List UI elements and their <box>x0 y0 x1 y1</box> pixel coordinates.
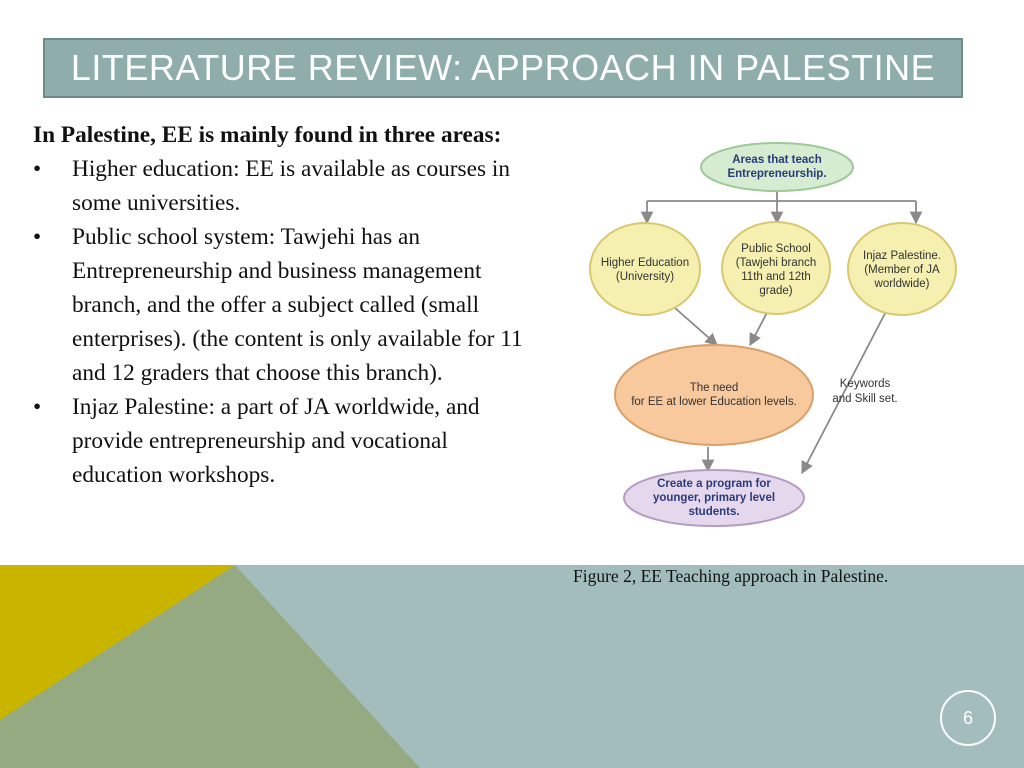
svg-text:Areas that teach: Areas that teach <box>732 154 822 166</box>
svg-text:The need: The need <box>689 382 739 394</box>
svg-text:and Skill set.: and Skill set. <box>832 393 898 405</box>
node-public-school <box>722 222 830 314</box>
node-higher-education <box>590 223 700 315</box>
bullet-public-school: • Public school system: Tawjehi has an Entrepreneurship and business management branch, and the offer a subject called (small enterprises). (the content is only available for 11 and 12 graders that choose this branch). <box>33 220 533 390</box>
svg-text:Keywords: Keywords <box>839 378 891 390</box>
svg-text:(Member of JA: (Member of JA <box>864 264 940 276</box>
svg-text:grade): grade) <box>759 285 793 297</box>
title-bar <box>43 38 963 98</box>
svg-text:younger, primary level: younger, primary level <box>652 492 776 504</box>
svg-text:(Tawjehi branch: (Tawjehi branch <box>735 257 817 269</box>
svg-text:Public School: Public School <box>741 243 811 255</box>
bullet-injaz: • Injaz Palestine: a part of JA worldwide, and provide entrepreneurship and vocational education workshops. <box>33 390 533 492</box>
background-band <box>0 565 1024 768</box>
figure-caption: Figure 2, EE Teaching approach in Palestine. <box>573 566 889 586</box>
svg-text:(University): (University) <box>615 271 675 283</box>
intro-text: In Palestine, EE is mainly found in three areas: <box>33 122 502 148</box>
bullet-higher-education: • Higher education: EE is available as courses in some universities. <box>33 152 533 220</box>
svg-text:Higher Education: Higher Education <box>600 257 690 269</box>
svg-text:Injaz Palestine.: Injaz Palestine. <box>863 250 941 262</box>
slide-title: LITERATURE REVIEW: APPROACH IN PALESTINE <box>70 47 936 88</box>
body-text <box>33 118 533 492</box>
svg-text:students.: students. <box>688 506 740 518</box>
ee-diagram <box>580 135 941 535</box>
page-number-badge <box>940 690 996 746</box>
svg-text:for EE at lower Education leve: for EE at lower Education levels. <box>631 396 797 408</box>
page-number: 6 <box>962 707 973 728</box>
node-need-ee <box>615 345 813 445</box>
svg-text:11th and 12th: 11th and 12th <box>741 271 811 283</box>
node-create-program <box>624 470 804 526</box>
svg-text:worldwide): worldwide) <box>874 278 930 290</box>
svg-text:Create a program for: Create a program for <box>657 478 771 490</box>
bullet-list <box>33 152 533 492</box>
edge-label-keywords <box>832 378 897 405</box>
node-injaz-palestine <box>848 223 956 315</box>
node-areas-teach <box>701 143 853 191</box>
svg-text:Entrepreneurship.: Entrepreneurship. <box>727 168 827 180</box>
